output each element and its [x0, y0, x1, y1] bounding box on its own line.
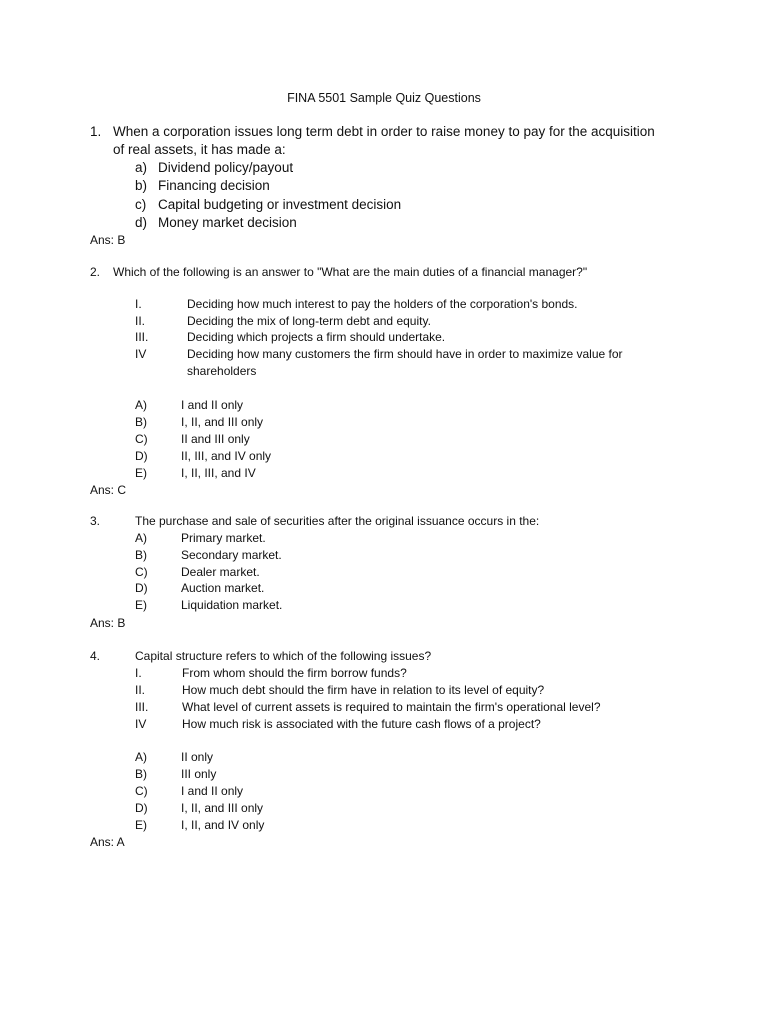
q4-item-text: From whom should the firm borrow funds?	[182, 666, 407, 680]
q3-option-text: Dealer market.	[181, 565, 260, 579]
q4-option-text: II only	[181, 750, 214, 764]
q1-answer: Ans: B	[90, 233, 126, 247]
q4-number: 4.	[90, 649, 101, 663]
q4-option-letter: C)	[135, 784, 148, 798]
q4-item-numeral: II.	[135, 683, 146, 697]
q4-option-letter: B)	[135, 767, 147, 781]
q2-option-letter: D)	[135, 449, 148, 463]
q2-option-text: I, II, and III only	[181, 415, 264, 429]
q2-option-letter: B)	[135, 415, 147, 429]
q2-item-text: Deciding how many customers the firm should have in order to maximize value for	[187, 347, 623, 361]
q4-item-numeral: IV	[135, 717, 147, 731]
q3-option-text: Secondary market.	[181, 548, 282, 562]
q4-option-letter: A)	[135, 750, 147, 764]
q4-option-text: III only	[181, 767, 217, 781]
q2-item-text: Deciding the mix of long-term debt and equity.	[187, 314, 431, 328]
q4-option-text: I, II, and IV only	[181, 818, 265, 832]
q1-option-letter: a)	[135, 160, 148, 175]
q1-option-letter: b)	[135, 178, 148, 193]
q2-option-letter: A)	[135, 398, 147, 412]
q2-item-numeral: IV	[135, 347, 147, 361]
q2-item-numeral: I.	[135, 297, 142, 311]
q4-answer: Ans: A	[90, 835, 125, 849]
q2-item-numeral: II.	[135, 314, 146, 328]
q3-option-letter: A)	[135, 531, 147, 545]
q2-number: 2.	[90, 265, 101, 279]
q3-option-text: Auction market.	[181, 581, 265, 595]
q2-option-text: I, II, III, and IV	[181, 466, 256, 480]
q2-item-text: Deciding how much interest to pay the holders of the corporation's bonds.	[187, 297, 578, 311]
q4-option-text: I and II only	[181, 784, 244, 798]
q4-option-text: I, II, and III only	[181, 801, 264, 815]
q4-text: Capital structure refers to which of the following issues?	[135, 649, 432, 663]
q4-option-letter: E)	[135, 818, 147, 832]
q2-answer: Ans: C	[90, 483, 127, 497]
q3-option-letter: C)	[135, 565, 148, 579]
q2-text: Which of the following is an answer to "What are the main duties of a financial manager?"	[113, 265, 588, 279]
q3-option-letter: B)	[135, 548, 147, 562]
q3-option-letter: E)	[135, 598, 147, 612]
q4-item-numeral: I.	[135, 666, 142, 680]
q1-option-text: Financing decision	[158, 178, 270, 193]
q1-option-text: Dividend policy/payout	[158, 160, 294, 175]
q1-option-text: Capital budgeting or investment decision	[158, 197, 402, 212]
q4-item-numeral: III.	[135, 700, 149, 714]
q4-item-text: What level of current assets is required to maintain the firm's operational level?	[182, 700, 601, 714]
q3-answer: Ans: B	[90, 616, 126, 630]
q2-option-letter: C)	[135, 432, 148, 446]
q1-option-letter: c)	[135, 197, 147, 212]
q1-option-letter: d)	[135, 215, 148, 230]
q4-option-letter: D)	[135, 801, 148, 815]
q2-item-text-continued: shareholders	[187, 364, 257, 378]
q2-option-letter: E)	[135, 466, 147, 480]
q3-number: 3.	[90, 514, 101, 528]
q2-item-numeral: III.	[135, 330, 149, 344]
q4-item-text: How much debt should the firm have in relation to its level of equity?	[182, 683, 545, 697]
q3-option-text: Primary market.	[181, 531, 266, 545]
q2-option-text: II, III, and IV only	[181, 449, 272, 463]
q1-option-text: Money market decision	[158, 215, 297, 230]
q3-option-letter: D)	[135, 581, 148, 595]
q2-option-text: I and II only	[181, 398, 244, 412]
q1-text-line1: When a corporation issues long term debt in order to raise money to pay for the acquisition	[113, 124, 655, 139]
q2-option-text: II and III only	[181, 432, 250, 446]
q4-item-text: How much risk is associated with the future cash flows of a project?	[182, 717, 541, 731]
q1-text-line2: of real assets, it has made a:	[113, 142, 286, 157]
q1-number: 1.	[90, 124, 102, 139]
q2-item-text: Deciding which projects a firm should undertake.	[187, 330, 446, 344]
q3-text: The purchase and sale of securities after the original issuance occurs in the:	[135, 514, 540, 528]
q3-option-text: Liquidation market.	[181, 598, 283, 612]
page-title: FINA 5501 Sample Quiz Questions	[287, 91, 481, 105]
